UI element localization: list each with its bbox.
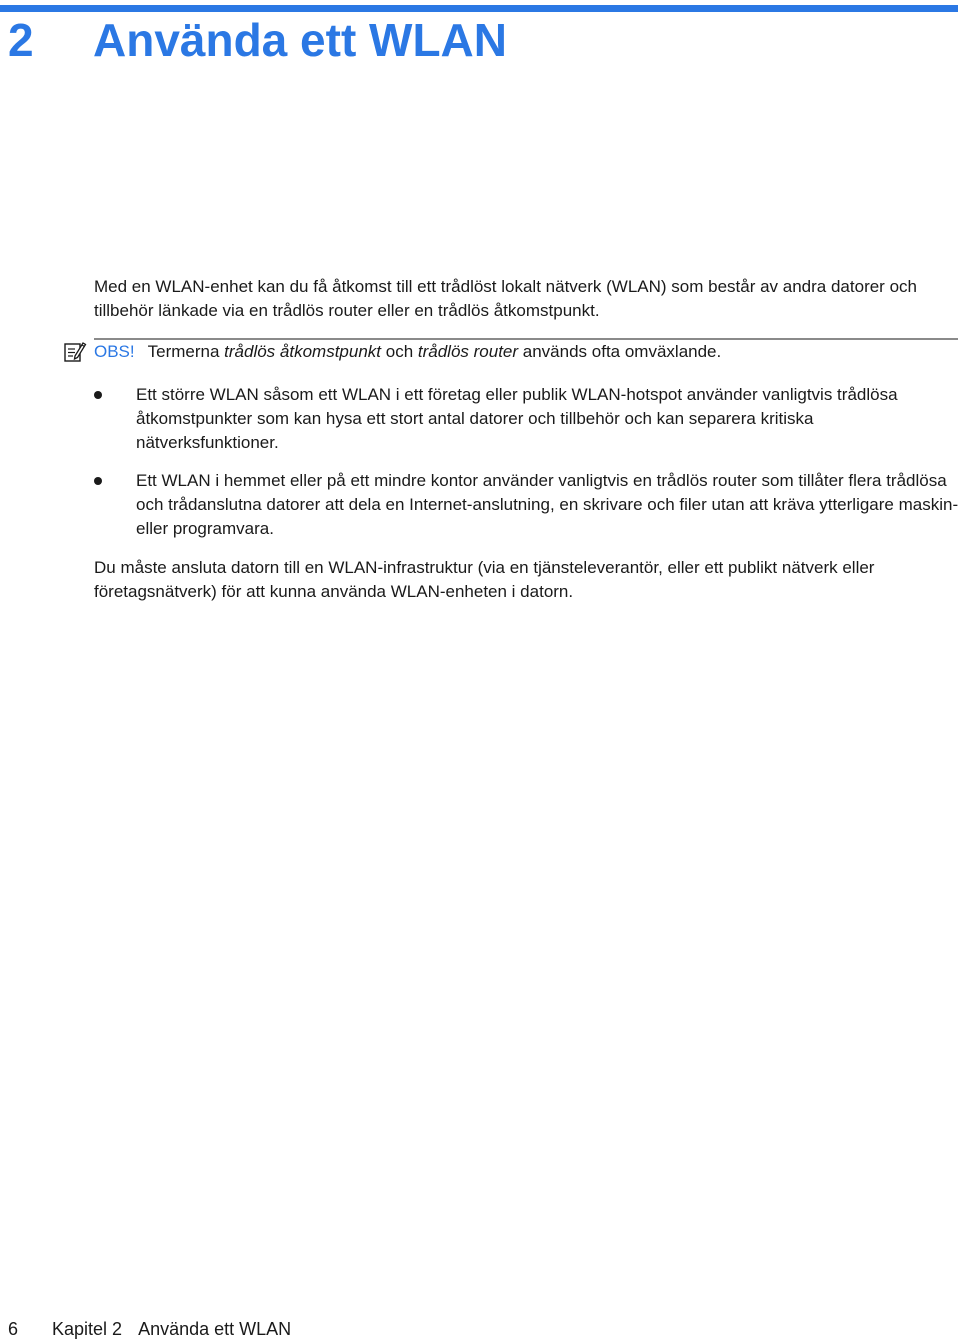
note-text-middle: och — [381, 342, 418, 361]
note-term-1: trådlös åtkomstpunkt — [224, 342, 382, 361]
intro-paragraph: Med en WLAN-enhet kan du få åtkomst till ett trådlöst lokalt nätverk (WLAN) som består av andra datorer och tillbehör länkade via en trådlös router eller en trådlös åtkomstpunkt. — [94, 277, 917, 320]
note-term-2: trådlös router — [417, 342, 519, 361]
chapter-number: 2 — [8, 14, 34, 66]
page-number: 6 — [8, 1319, 19, 1339]
chapter-title: Använda ett WLAN — [93, 14, 507, 66]
footer-chapter-title: Använda ett WLAN — [138, 1319, 292, 1339]
note-label: OBS! — [94, 342, 135, 361]
list-item-text: Ett större WLAN såsom ett WLAN i ett företag eller publik WLAN-hotspot använder vanligtvis trådlösa åtkomstpunkter som kan hysa ett stort antal datorer och tillbehör och kan separera kritiska nätverksfunktioner. — [136, 385, 898, 452]
note-box — [60, 338, 958, 366]
bullet-dot — [94, 477, 102, 485]
outro-paragraph: Du måste ansluta datorn till en WLAN-infrastruktur (via en tjänsteleverantör, eller ett publikt nätverk eller företagsnätverk) för att kunna använda WLAN-enheten i datorn. — [94, 558, 875, 601]
top-rule — [0, 5, 958, 12]
note-pencil-icon — [63, 340, 87, 364]
footer-chapter-label: Kapitel 2 — [52, 1319, 123, 1339]
note-text — [94, 340, 721, 364]
chapter-heading — [8, 12, 507, 68]
note-text-before: Termerna — [147, 342, 225, 361]
bullet-dot — [94, 391, 102, 399]
list-item-text: Ett WLAN i hemmet eller på ett mindre kontor använder vanligtvis en trådlös router som tillåter flera trådlösa och trådanslutna datorer att dela en Internet-anslutning, en skrivare och filer utan att kräva ytterligare maskin- eller programvara. — [136, 471, 959, 538]
note-text-after: används ofta omväxlande. — [518, 342, 722, 361]
page-footer — [8, 1317, 291, 1341]
